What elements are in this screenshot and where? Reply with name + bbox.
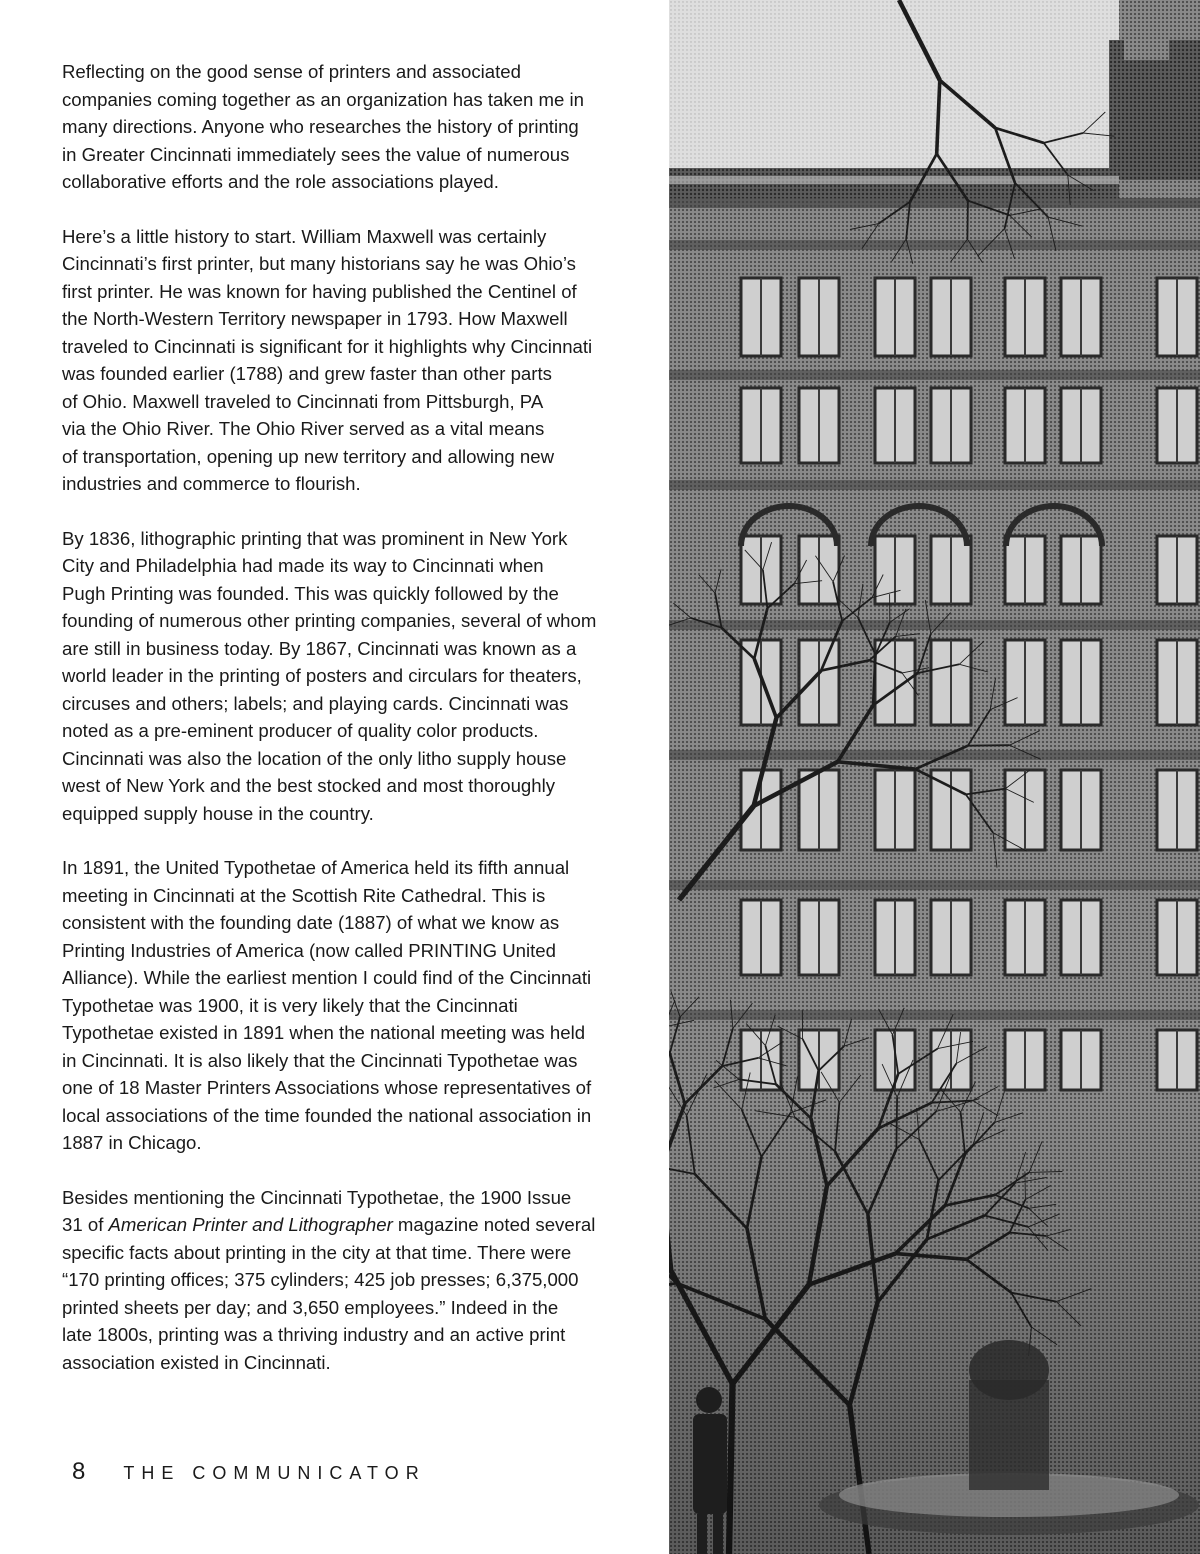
page-number: 8 (72, 1458, 86, 1485)
paragraph-maxwell: Here’s a little history to start. William Maxwell was certainly Cincinnati’s first printer, but many historians say he was Ohio’s first printer. He was known for having published the Centinel of the North-Western Territory newspaper in 1793. How Maxwell traveled to Cincinnati is significant for it highlights why Cincinnati was founded earlier (1788) and grew faster than other parts of Ohio. Maxwell traveled to Cincinnati from Pittsburgh, PA via the Ohio River. The Ohio River served as a vital means of transportation, opening up new territory and allowing new industries and commerce to flourish. (62, 225, 593, 494)
building-photo-illustration (669, 0, 1200, 1554)
floor-band (669, 750, 1200, 760)
floor-band (669, 880, 1200, 890)
floor-band (669, 370, 1200, 380)
paragraph-american-printer (62, 1184, 642, 1377)
branch (968, 745, 1010, 746)
paragraph-typothetae: In 1891, the United Typothetae of America held its fifth annual meeting in Cincinnati at the Scottish Rite Cathedral. This is consistent with the founding date (1887) of what we know as Printing Industries of America (now called PRINTING United Alliance). While the earliest mention I could find of the Cincinnati Typothetae was 1900, it is very likely that the Cincinnati Typothetae existed in 1891 when the national meeting was held in Cincinnati. It is also likely that the Cincinnati Typothetae was one of 18 Master Printers Associations whose representatives of local associations of the time founded the national association in 1887 in Chicago. (62, 857, 592, 1153)
paragraph-text-before: Besides mentioning the Cincinnati Typothetae, the 1900 Issue 31 of (62, 1186, 572, 1235)
paragraph-lithography: By 1836, lithographic printing that was prominent in New York City and Philadelphia had made its way to Cincinnati when Pugh Printing was founded. This was quickly followed by the founding of numerous other printing companies, several of whom are still in business today. By 1867, Cincinnati was known as a world leader in the printing of posters and circulars for theaters, circuses and others; labels; and playing cards. Cincinnati was noted as a pre-eminent producer of quality color products. Cincinnati was also the location of the only litho supply house west of New York and the best stocked and most thoroughly equipped supply house in the country. (62, 527, 597, 824)
paragraph-text-after: magazine noted several specific facts about printing in the city at that time. There were “170 printing offices; 375 cylinders; 425 job presses; 6,375,000 printed sheets per day; and 3,650 employees.” Indeed in the late 1800s, printing was a thriving industry and an active print association existed in Cincinnati. (62, 1214, 596, 1373)
floor-band (669, 620, 1200, 630)
magazine-title: American Printer and Lithographer (108, 1214, 393, 1235)
floor-band (669, 480, 1200, 490)
floor-band (669, 1010, 1200, 1020)
page-footer (72, 1458, 426, 1486)
floor-band (669, 240, 1200, 250)
publication-name: THE COMMUNICATOR (123, 1463, 426, 1483)
paragraph-intro: Reflecting on the good sense of printers and associated companies coming together as an organization has taken me in many directions. Anyone who researches the history of printing in Greater Cincinnati immediately sees the value of numerous collaborative efforts and the role associations played. (62, 61, 584, 192)
historic-building-photo (669, 0, 1200, 1554)
branch (967, 201, 968, 240)
article-body (62, 58, 642, 1403)
